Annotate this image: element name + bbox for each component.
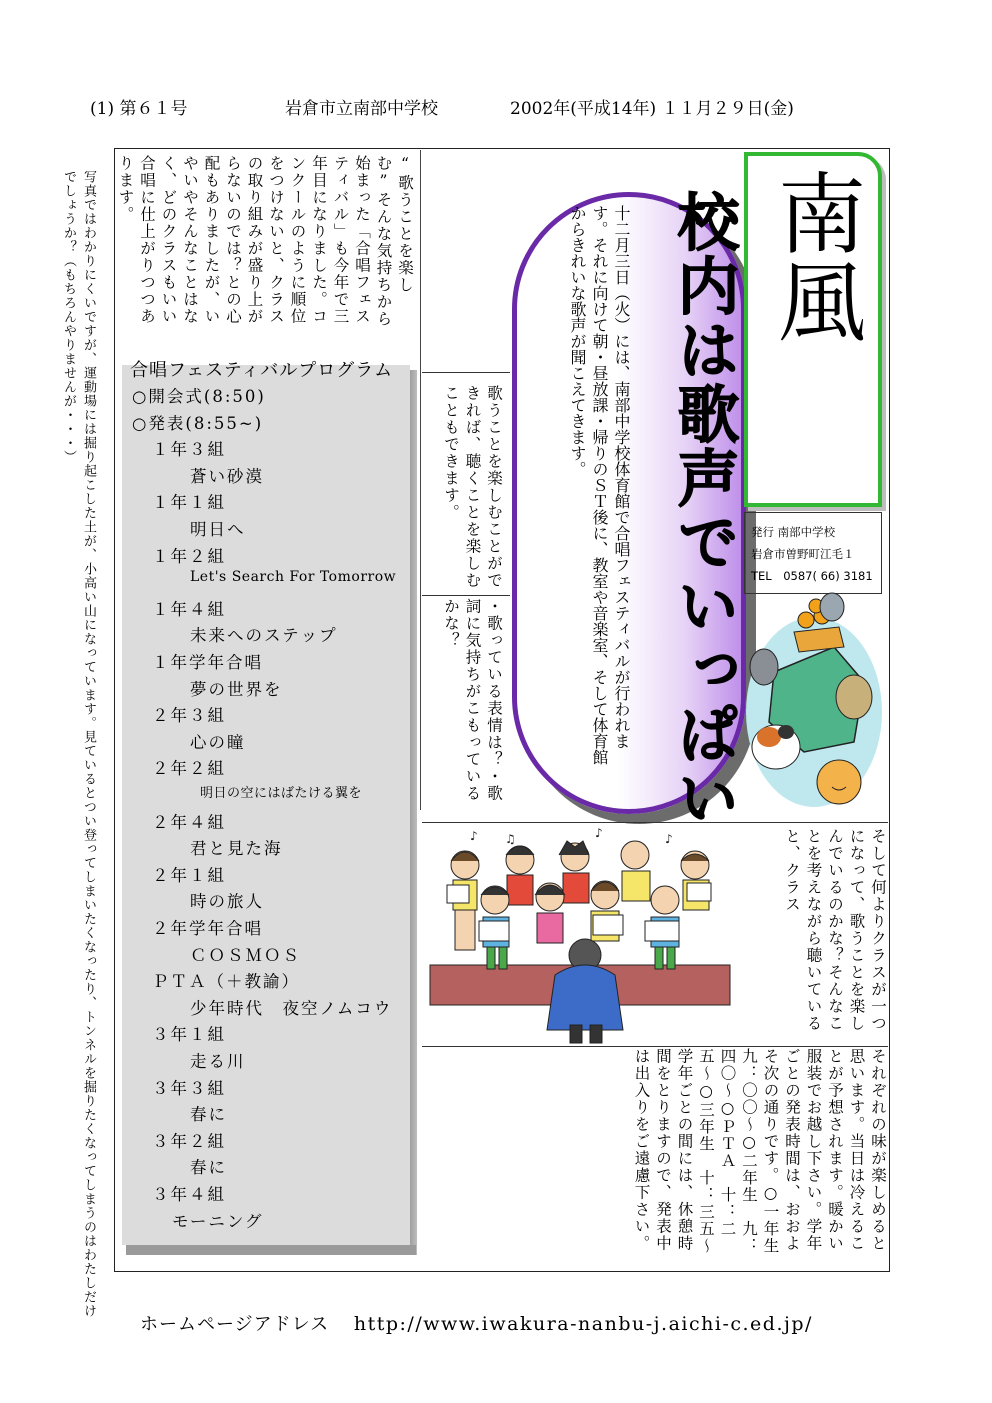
program-item: １年１組: [152, 493, 226, 513]
footer-label: ホームページアドレス: [140, 1314, 330, 1335]
program-title: 合唱フェスティバルプログラム: [130, 360, 394, 381]
program-item: ３年４組: [152, 1185, 226, 1204]
program-item: 春に: [190, 1105, 227, 1125]
program-item: ＰＴＡ（＋教諭）: [152, 972, 300, 992]
program-item: モーニング: [172, 1211, 264, 1231]
column-divider: [420, 150, 421, 810]
program-item: 時の旅人: [190, 892, 264, 912]
headline: 校内は歌声でいっぱい: [667, 190, 740, 830]
program-item: Let's Search For Tomorrow: [190, 569, 397, 586]
program-item: ２年４組: [152, 812, 226, 832]
issue-number: (1) 第６１号: [90, 99, 188, 119]
svg-text:♪: ♪: [595, 826, 603, 840]
program-item: ○発表(8:55~): [132, 413, 264, 433]
newsletter-title: 南風: [764, 168, 867, 344]
publisher-info: [744, 512, 882, 594]
article-choir-continued: そして何よりクラスが一つになって、歌うことを楽しんでいるのかな？そんなことを考えながら聴いていると、クラス: [783, 828, 887, 1032]
program-item: ３年２組: [152, 1131, 226, 1151]
program-item: 明日へ: [190, 520, 246, 539]
publisher-address: 岩倉市曽野町江毛１: [751, 547, 855, 561]
program-item: 春に: [190, 1158, 227, 1178]
publisher-name: 発行 南部中学校: [751, 525, 836, 539]
program-item: １年２組: [152, 546, 226, 566]
divider: [422, 822, 888, 823]
program-item: 夢の世界を: [190, 679, 283, 699]
article-schedule: それぞれの味が楽しめると思います。当日は冷えることが予想されます。暖かい服装でお越し下さい。学年ごとの発表時間は、おおよそ次の通りです。○一年生 九：〇〇〜○二年生 九：四〇〜○ＰＴＡ 十：二五〜○三年生 十：三五〜学年ごとの間には、休憩時間をとりますので、発表中は出入りをご遠慮下さい。: [632, 1048, 887, 1272]
program-item: 明日の空にはばたける翼を: [200, 786, 363, 801]
program-item: 走る川: [190, 1052, 246, 1071]
program-item: １年３組: [152, 440, 226, 460]
divider: [422, 372, 510, 373]
program-item: ２年２組: [152, 759, 226, 779]
program-item: ３年１組: [152, 1025, 226, 1045]
side-note: 写真ではわかりにくいですが、運動場には掘り起こした土が、小高い山になっています。見ているとつい登ってしまいたくなったり、トンネルを掘りたくなってしまうのはわたしだけでしょうか？（もちろんやりませんが・・・）: [61, 170, 96, 1318]
school-name: 岩倉市立南部中学校: [285, 99, 438, 119]
issue-date: 2002年(平成14年) １１月２９日(金): [510, 99, 794, 119]
program-item: ２年学年合唱: [152, 919, 263, 938]
lead-paragraph: 十二月三日（火）には、南部中学校体育館で合唱フェスティバルが行われます。それに向けて朝・昼放課・帰りのＳＴ後に、教室や音楽室、そして体育館からきれいな歌声が聞こえてきます。: [568, 205, 631, 765]
svg-text:♪: ♪: [665, 832, 673, 846]
program-panel-shadow: [126, 1245, 416, 1255]
program-item: ２年３組: [152, 706, 226, 726]
program-item: 心の瞳: [190, 732, 246, 752]
article-enjoy-listening: 歌うことを楽しむことができれば、聴くことを楽しむこともできます。: [442, 385, 503, 589]
program-item: 少年時代 夜空ノムコウ: [190, 998, 393, 1018]
page-header: [90, 94, 850, 118]
homepage-url-link[interactable]: http://www.iwakura-nanbu-j.aichi-c.ed.jp/: [353, 1313, 813, 1335]
program-item: １年学年合唱: [152, 653, 263, 672]
footer: [140, 1310, 813, 1336]
divider: [422, 1046, 888, 1047]
svg-text:♪: ♪: [470, 829, 478, 843]
program-item: ＣＯＳＭＯＳ: [190, 945, 301, 965]
program-item: 君と見た海: [190, 839, 283, 859]
svg-text:♫: ♫: [505, 832, 516, 846]
program-item: １年４組: [152, 599, 226, 619]
program-item: ３年３組: [152, 1078, 226, 1098]
program-item: 蒼い砂漠: [190, 466, 264, 486]
publisher-phone: TEL 0587( 66) 3181: [751, 569, 873, 583]
article-intro: “歌うことを楽しむ”そんな気持ちから始まった「合唱フェスティバル」も今年で三年目になりました。コンクールのように順位をつけないと、クラスの取り組みが盛り上がらないのでは？との心配もありましたが、いやいやそんなことはなく、どのクラスもいい合唱に仕上がりつつあります。: [116, 155, 414, 328]
program-item: ○開会式(8:50): [132, 387, 266, 406]
program-item: ２年１組: [152, 865, 226, 885]
cats-illustration: [744, 592, 884, 822]
article-listening-points: ・歌っている表情は？・歌詞に気持ちがこもっているかな？: [442, 598, 503, 802]
divider: [422, 595, 510, 596]
choir-illustration: [425, 825, 737, 1045]
program-list: [132, 383, 410, 1243]
program-item: 未来へのステップ: [190, 626, 338, 646]
